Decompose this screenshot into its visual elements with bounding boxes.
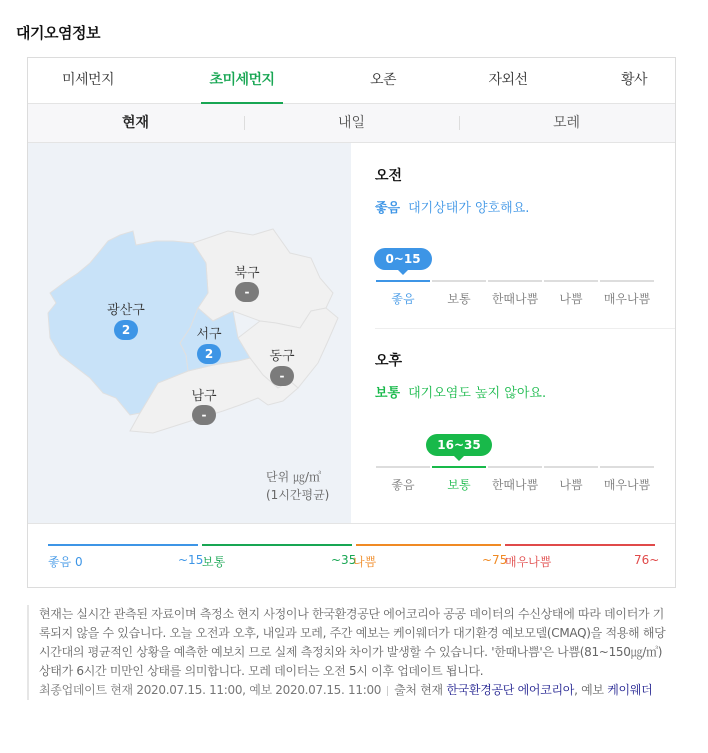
district-label-gwangsan-gu: 광산구 <box>107 303 145 318</box>
am-scale-segment <box>488 280 542 282</box>
district-map <box>28 143 351 523</box>
pm-scale-label: 보통 <box>447 478 471 492</box>
district-label-seo-gu: 서구 <box>196 327 222 342</box>
district-label-buk-gu: 북구 <box>234 266 260 281</box>
pm-scale-label: 매우나쁨 <box>603 478 651 492</box>
pm-title: 오후 <box>375 353 403 369</box>
source-line <box>39 681 667 700</box>
am-bubble-pointer <box>398 270 408 275</box>
pm-status: 보통 <box>375 386 401 401</box>
am-scale-label: 한때나쁨 <box>491 292 539 306</box>
district-value-nam-gu: - <box>192 405 216 425</box>
legend <box>28 523 675 588</box>
tab-fine-dust[interactable]: 미세먼지 <box>61 72 115 88</box>
am-scale-segment <box>432 280 486 282</box>
forecast-am-panel <box>375 165 655 216</box>
source-prefix: 출처 현재 <box>394 683 443 697</box>
am-scale-segment <box>544 280 598 282</box>
am-status-line <box>375 197 655 216</box>
pm-bubble-pointer <box>454 456 464 461</box>
am-scale-segment <box>376 280 430 282</box>
pm-status-line <box>375 382 655 401</box>
tab-ozone[interactable]: 오존 <box>369 72 397 88</box>
unit-average-label: (1시간평균) <box>266 488 330 502</box>
page-title: 대기오염정보 <box>16 24 100 42</box>
am-range-bubble: 0~15 <box>374 248 432 270</box>
am-status: 좋음 <box>375 201 401 216</box>
legend-bad-end: ~75 <box>482 553 508 567</box>
district-value-buk-gu: - <box>235 282 259 302</box>
district-label-dong-gu: 동구 <box>269 349 295 364</box>
district-value-seo-gu: 2 <box>197 344 221 364</box>
legend-good-end: ~15 <box>178 553 204 567</box>
tab-uv[interactable]: 자외선 <box>488 72 528 88</box>
legend-normal-end: ~35 <box>331 553 357 567</box>
legend-bar-good <box>48 544 198 546</box>
district-value-dong-gu: - <box>270 366 294 386</box>
panel-divider <box>375 328 675 329</box>
am-scale-label: 매우나쁨 <box>603 292 651 306</box>
pm-scale-segment <box>432 466 486 468</box>
legend-good: 좋음 0 <box>48 555 83 569</box>
pm-scale-label: 좋음 <box>391 478 415 492</box>
footer-notice <box>27 605 667 700</box>
tab-yellow-dust[interactable]: 황사 <box>620 72 648 88</box>
pm-message: 대기오염도 높지 않아요. <box>408 386 547 401</box>
airkorea-link[interactable]: 한국환경공단 에어코리아 <box>446 683 575 697</box>
notice-text: 현재는 실시간 관측된 자료이며 측정소 현지 사정이나 한국환경공단 에어코리아 공공 데이터의 수신상태에 따라 데이터가 기록되지 않을 수 있습니다. 오늘 오전과 오후, 내일과 모레, 주간 예보는 케이웨더가 대기환경 예보모델(CMAQ)을 적용해 해당 시간대의 평균적인 상황을 예측한 예보치 므로 실제 측정치와 차이가 발생할 수 있습니다. '한때나쁨'은 나쁨(81~150㎍/㎥)상태가 6시간 미만인 상태를 의미합니다. 모레 데이터는 오전 5시 이후 업데이트 됩니다. <box>39 607 666 678</box>
am-scale-label: 보통 <box>447 292 471 306</box>
tab-tomorrow[interactable]: 내일 <box>337 115 366 131</box>
am-title: 오전 <box>375 168 403 184</box>
tab-ultrafine-dust[interactable]: 초미세먼지 <box>201 58 283 104</box>
air-quality-card <box>27 57 676 588</box>
pm-range-bubble: 16~35 <box>426 434 492 456</box>
am-message: 대기상태가 양호해요. <box>408 201 530 216</box>
legend-bar-normal <box>202 544 352 546</box>
pm-scale-segment <box>376 466 430 468</box>
legend-bad: 나쁨 <box>353 555 377 569</box>
legend-bar-very-bad <box>505 544 655 546</box>
day-tabs <box>28 104 675 143</box>
am-scale-segment <box>600 280 654 282</box>
pm-scale-segment <box>600 466 654 468</box>
am-scale-label: 좋음 <box>391 292 415 306</box>
kweather-link[interactable]: 케이웨더 <box>607 683 653 697</box>
pm-scale-label: 한때나쁨 <box>491 478 539 492</box>
legend-very-bad: 매우나쁨 <box>505 555 552 569</box>
legend-normal: 보통 <box>202 555 226 569</box>
tab-now[interactable]: 현재 <box>121 115 150 131</box>
forecast-pm-panel <box>375 350 655 401</box>
am-scale-label: 나쁨 <box>559 292 583 306</box>
pm-scale-label: 나쁨 <box>559 478 583 492</box>
main-tabs <box>28 58 675 104</box>
tab-day-after-tomorrow[interactable]: 모레 <box>552 115 581 131</box>
updated-time: 최종업데이트 현재 2020.07.15. 11:00, 예보 2020.07.15. 11:00 <box>39 683 382 697</box>
district-value-gwangsan-gu: 2 <box>114 320 138 340</box>
pm-scale-segment <box>544 466 598 468</box>
legend-bar-bad <box>356 544 501 546</box>
pm-scale-segment <box>488 466 542 468</box>
legend-very-bad-start: 76~ <box>634 553 660 567</box>
source-mid: , 예보 <box>574 683 604 697</box>
district-label-nam-gu: 남구 <box>191 389 217 404</box>
unit-label: 단위 ㎍/㎥ <box>266 470 322 484</box>
unit-note <box>266 468 329 504</box>
source-divider <box>387 686 388 696</box>
